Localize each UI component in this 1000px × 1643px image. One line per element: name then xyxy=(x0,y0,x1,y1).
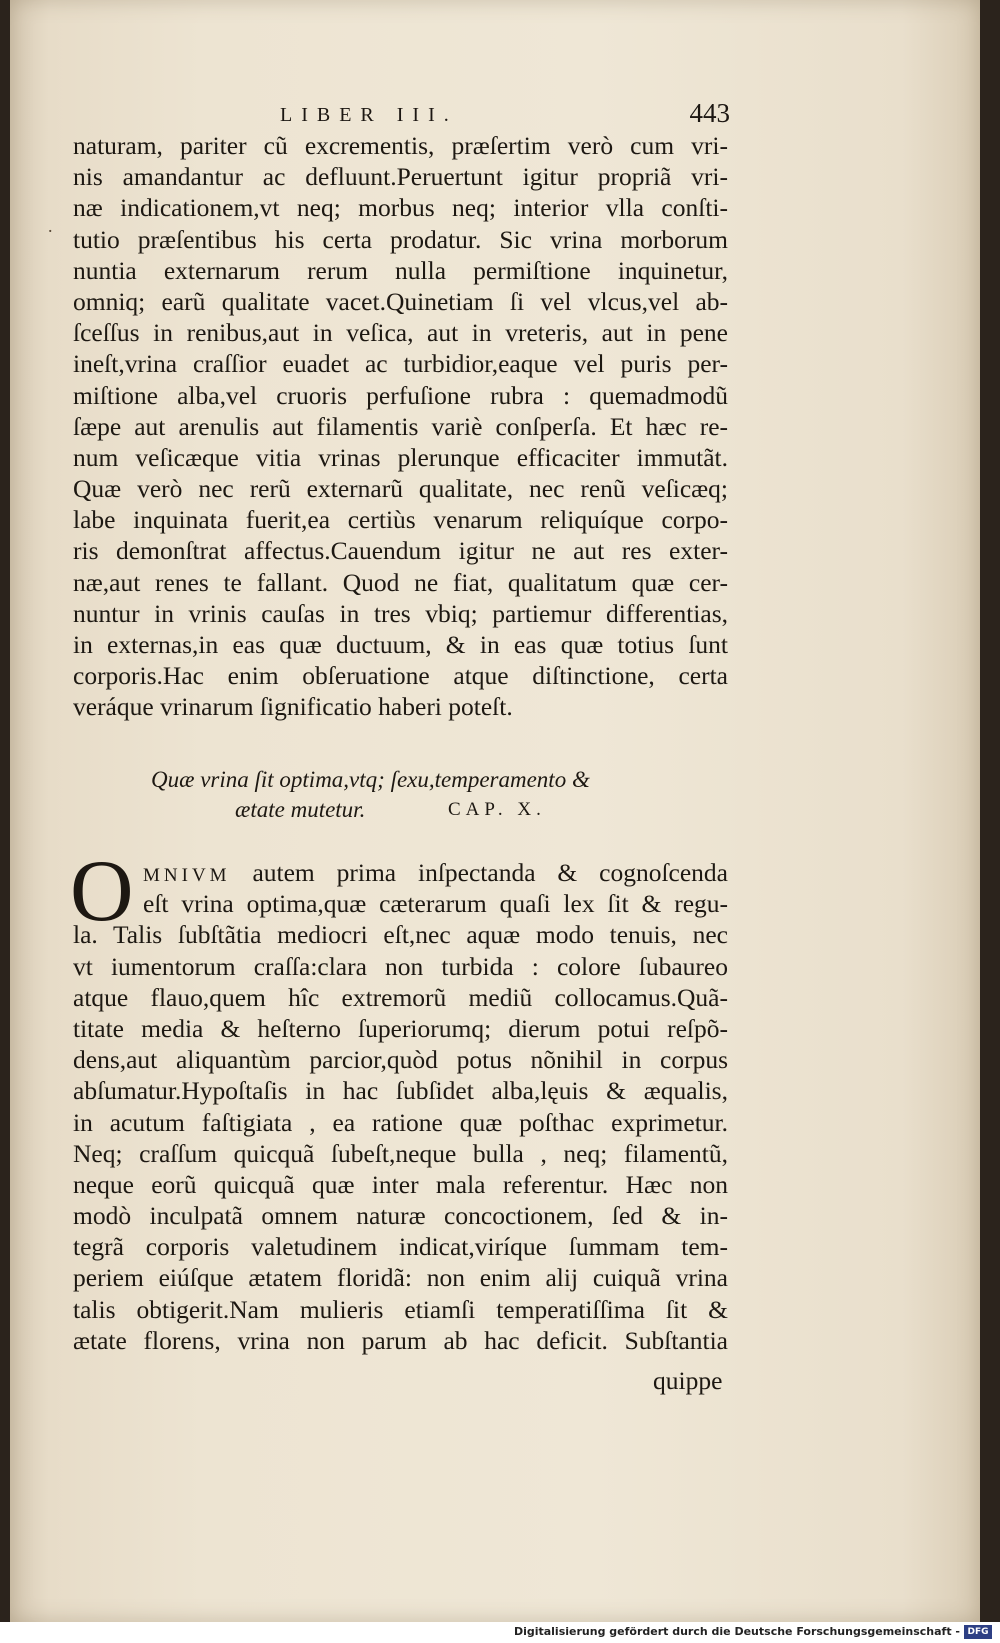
text-line: tutio præſentibus his certa prodatur. Sic vrina morborum xyxy=(73,224,728,254)
drop-cap: O xyxy=(70,843,134,940)
footer-bar xyxy=(0,1622,1000,1643)
text-line: miſtione alba,vel cruoris perfuſione rubra : quemadmodũ xyxy=(73,380,728,410)
text-line: abſumatur.Hypoſtaſis in hac ſubſidet alba,lęuis & æqualis, xyxy=(73,1076,728,1106)
text-line: neque eorũ quicquã quæ inter mala referentur. Hæc non xyxy=(73,1169,728,1199)
text-line: titate media & heſterno ſuperiorumq; dierum potui reſpõ- xyxy=(73,1013,728,1043)
text-line: in acutum faſtigiata , ea ratione quæ poſthac exprimetur. xyxy=(73,1107,728,1137)
margin-mark: . xyxy=(48,216,53,236)
funding-credit: Digitalisierung gefördert durch die Deutsche Forschungsgemeinschaft - xyxy=(513,1625,960,1638)
text-line: Neq; craſſum quicquã ſubeſt,neque bulla , neq; filamentũ, xyxy=(73,1138,728,1168)
text-line: eſt vrina optima,quæ cæterarum quaſi lex ſit & regu- xyxy=(143,889,728,919)
caption-line: Quæ vrina ſit optima,vtq; ſexu,temperamento & xyxy=(151,767,590,792)
text-line: ineſt,vrina craſſior euadet ac turbidior,eaque vel puris per- xyxy=(73,349,728,379)
text-line: dens,aut aliquantùm parcior,quòd potus nõnihil in corpus xyxy=(73,1045,728,1075)
text-line xyxy=(73,857,728,888)
paragraph-2 xyxy=(73,857,728,1356)
text-line: ſæpe aut arenulis aut filamentis variè conſperſa. Et hæc re- xyxy=(73,411,728,441)
text-line: ætate florens, vrina non parum ab hac deficit. Subſtantia xyxy=(73,1325,728,1355)
page-number: 443 xyxy=(689,98,730,128)
text-line: nis amandantur ac defluunt.Peruertunt igitur propriã vri- xyxy=(73,162,728,192)
text-line: nuntur in vrinis cauſas in tres vbiq; partiemur differentias, xyxy=(73,598,728,628)
paragraph-1 xyxy=(73,130,728,723)
text-line: veráque vrinarum ſignificatio haberi poteſt. xyxy=(73,692,513,722)
text-line: atque flauo,quem hîc extremorũ mediũ collocamus.Quã- xyxy=(73,982,728,1012)
running-title: LIBER III. xyxy=(280,104,458,126)
text-line: næ indicationem,vt neq; morbus neq; interior vlla conſti- xyxy=(73,193,728,223)
text-line: labe inquinata fuerit,ea certiùs venarum reliquíque corpo- xyxy=(73,505,728,535)
catchword: quippe xyxy=(653,1366,723,1395)
text-line: ſceſſus in renibus,aut in veſica, aut in vreteris, aut in pene xyxy=(73,318,728,348)
running-head xyxy=(280,98,730,132)
text-line: modò inculpatã omnem naturæ concoctionem, ſed & in- xyxy=(73,1201,728,1231)
text-line: periem eiúſque ætatem floridã: non enim alij cuiquã vrina xyxy=(73,1263,728,1293)
book-page xyxy=(10,0,980,1622)
text-line: corporis.Hac enim obſeruatione atque diſtinctione, certa xyxy=(73,661,728,691)
text-line: Quæ verò nec rerũ externarũ qualitate, nec renũ veſicæq; xyxy=(73,474,728,504)
small-caps-word: MNIVM xyxy=(143,865,231,886)
text-line: num veſicæque vitia vrinas plerunque efficaciter immutãt. xyxy=(73,442,728,472)
text-line: ris demonſtrat affectus.Cauendum igitur ne aut res exter- xyxy=(73,536,728,566)
text-line: la. Talis ſubſtãtia mediocri eſt,nec aquæ modo tenuis, nec xyxy=(73,920,728,950)
dfg-logo: DFG xyxy=(964,1625,992,1639)
text-line: naturam, pariter cũ excrementis, præſertim verò cum vri- xyxy=(73,131,728,160)
text-line: tegrã corporis valetudinem indicat,viríque ſummam tem- xyxy=(73,1232,728,1262)
caption-line: ætate mutetur. xyxy=(235,797,366,822)
text-line: næ,aut renes te fallant. Quod ne fiat, qualitatum quæ cer- xyxy=(73,567,728,597)
text-line: omniq; earũ qualitate vacet.Quinetiam ſi vel vlcus,vel ab- xyxy=(73,286,728,316)
text-line: nuntia externarum rerum nulla permiſtione inquinetur, xyxy=(73,255,728,285)
text-fragment: autem prima inſpectanda & cognoſcenda xyxy=(230,858,728,887)
text-line: in externas,in eas quæ ductuum, & in eas quæ totius ſunt xyxy=(73,630,728,659)
text-line: vt iumentorum craſſa:clara non turbida : colore ſubaureo xyxy=(73,951,728,981)
chapter-label: CAP. X. xyxy=(448,799,546,820)
text-line: talis obtigerit.Nam mulieris etiamſi temperatiſſima ſit & xyxy=(73,1294,728,1324)
